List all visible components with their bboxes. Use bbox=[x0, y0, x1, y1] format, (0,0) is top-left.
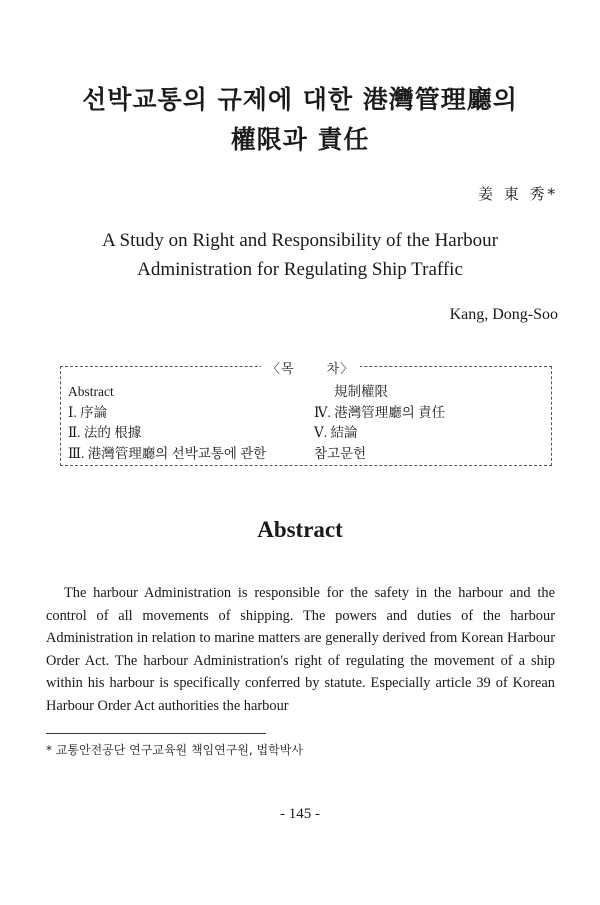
english-author: Kang, Dong-Soo bbox=[449, 306, 558, 323]
korean-title bbox=[0, 80, 600, 160]
toc-item: Ⅴ. 結論 bbox=[314, 425, 358, 440]
page-number: - 145 - bbox=[280, 806, 320, 822]
abstract-heading: Abstract bbox=[257, 517, 343, 542]
abstract-paragraph: The harbour Administration is responsible for the safety in the harbour and the control of all movements of shipping. The powers and duties of the harbour Administration in relation to marine matters are generally derived from Korean Harbour Order Act. The harbour Administration's right of regulating the movement of a ship within his harbour is specifically conferred by statute. Especially article 39 of Korean Harbour Order Act authorities the harbour bbox=[46, 585, 555, 714]
toc-heading bbox=[261, 358, 360, 377]
footnote: * 교통안전공단 연구교육원 책임연구원, 법학박사 bbox=[46, 743, 303, 757]
toc-heading-left: 〈목 bbox=[267, 362, 295, 377]
toc-right-column bbox=[314, 382, 445, 464]
korean-title-line-1: 선박교통의 규제에 대한 港灣管理廳의 bbox=[82, 85, 518, 114]
table-of-contents bbox=[60, 362, 552, 466]
toc-item: 참고문헌 bbox=[314, 445, 367, 461]
english-title bbox=[0, 226, 600, 284]
english-title-line-1: A Study on Right and Responsibility of the Harbour bbox=[102, 230, 498, 251]
toc-item: Ⅰ. 序論 bbox=[68, 404, 108, 420]
toc-item: Abstract bbox=[68, 384, 114, 399]
toc-item: Ⅲ. 港灣管理廳의 선박교통에 관한 bbox=[68, 445, 267, 461]
english-title-line-2: Administration for Regulating Ship Traffic bbox=[137, 259, 463, 280]
korean-author: 姜 東 秀* bbox=[477, 185, 558, 203]
toc-heading-right: 차〉 bbox=[326, 362, 355, 377]
footnote-divider bbox=[46, 733, 266, 734]
toc-item: Ⅳ. 港灣管理廳의 責任 bbox=[314, 404, 446, 420]
toc-item: 規制權限 bbox=[334, 384, 388, 399]
toc-left-column bbox=[68, 382, 266, 464]
toc-item: Ⅱ. 法的 根據 bbox=[68, 425, 142, 440]
korean-title-line-2: 權限과 責任 bbox=[230, 125, 370, 154]
